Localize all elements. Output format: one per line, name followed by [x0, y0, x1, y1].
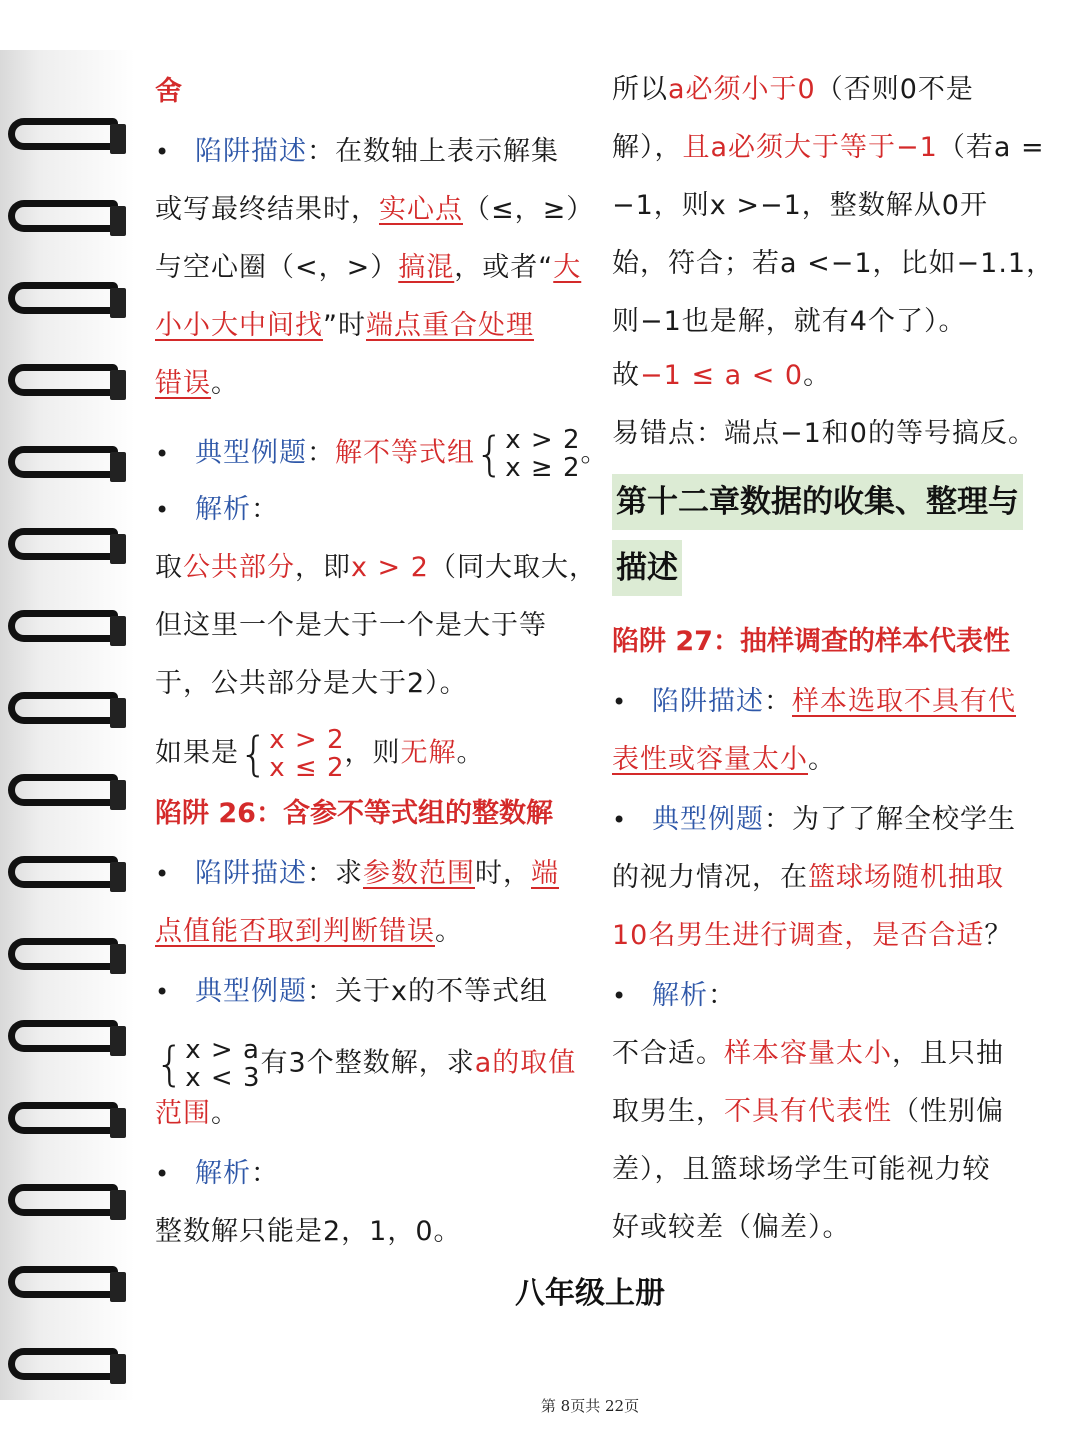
trap-26-heading: 陷阱 26：含参不等式组的整数解: [155, 798, 553, 829]
text-line: 则−1也是解，就有4个了）。: [612, 306, 967, 337]
trap-description-line: • 陷阱描述：样本选取不具有代: [612, 686, 1016, 717]
text-line: 取公共部分，即x > 2（同大取大，: [155, 552, 597, 583]
page-number: 第 8页共 22页: [540, 1397, 640, 1415]
text-line: 于，公共部分是大于2）。: [155, 668, 468, 699]
text-line: 或写最终结果时，实心点（≤，≥）: [155, 194, 595, 225]
chapter-heading: 描述: [612, 540, 682, 596]
inequality-system: { x > 2 x ≥ 2: [475, 425, 581, 483]
text-line: 但这里一个是大于一个是大于等: [155, 610, 547, 641]
text-line: 点值能否取到判断错误。: [155, 916, 463, 947]
text-line: 整数解只能是2，1，0。: [155, 1216, 462, 1247]
trap-description-line: • 陷阱描述：求参数范围时，端: [155, 858, 559, 889]
binding-ring-icon: [8, 364, 126, 408]
text-line: 的视力情况，在篮球场随机抽取: [612, 862, 1004, 893]
binding-ring-icon: [8, 856, 126, 900]
text-line: 取男生，不具有代表性（性别偏: [612, 1096, 1004, 1127]
binding-ring-icon: [8, 528, 126, 572]
inequality-system: { x > a x < 3: [155, 1035, 261, 1093]
binding-ring-icon: [8, 692, 126, 736]
binding-ring-icon: [8, 200, 126, 244]
binding-ring-icon: [8, 282, 126, 326]
inequality-system: { x > 2 x ≤ 2: [239, 725, 345, 783]
analysis-line: • 解析：: [612, 980, 736, 1011]
text-line: 错误。: [155, 368, 239, 399]
text-line: 所以a必须小于0（否则0不是: [612, 74, 974, 105]
text-line: 易错点：端点−1和0的等号搞反。: [612, 418, 1036, 449]
analysis-line: • 解析：: [155, 494, 279, 525]
text-line: 表性或容量太小。: [612, 744, 836, 775]
text-line: 范围。: [155, 1098, 239, 1129]
analysis-line: • 解析：: [155, 1158, 279, 1189]
text-line: 好或较差（偏差）。: [612, 1212, 851, 1243]
text-line: 始，符合；若a <−1，比如−1.1，: [612, 248, 1055, 279]
text-line: −1，则x >−1，整数解从0开: [612, 190, 988, 221]
example-line: • 典型例题：关于x的不等式组: [155, 976, 548, 1007]
binding-ring-icon: [8, 938, 126, 982]
binding-ring-icon: [8, 610, 126, 654]
binding-ring-icon: [8, 1348, 126, 1392]
example-line: • 典型例题：解不等式组{ x > 2 x ≥ 2 。: [155, 425, 609, 483]
chapter-heading: 第十二章数据的收集、整理与: [612, 474, 1023, 530]
binding-ring-icon: [8, 1184, 126, 1228]
text-line: 故−1 ≤ a < 0。: [612, 360, 832, 391]
binding-ring-icon: [8, 446, 126, 490]
text-line: 如果是{ x > 2 x ≤ 2 ，则无解。: [155, 725, 485, 783]
spiral-binding: [0, 50, 135, 1400]
trap-27-heading: 陷阱 27：抽样调查的样本代表性: [612, 626, 1010, 657]
text-line: 小小大中间找”时端点重合处理: [155, 310, 534, 341]
text-line: 不合适。样本容量太小，且只抽: [612, 1038, 1004, 1069]
text-line: { x > a x < 3 有3个整数解，求a的取值: [155, 1035, 577, 1093]
example-line: • 典型例题：为了了解全校学生: [612, 804, 1016, 835]
text-line: 10名男生进行调查，是否合适？: [612, 920, 1013, 951]
text-line: 解），且a必须大于等于−1（若a =: [612, 132, 1045, 163]
grade-title: 八年级上册: [515, 1276, 665, 1311]
binding-ring-icon: [8, 1102, 126, 1146]
text-line: 与空心圈（<，>）搞混，或者“大: [155, 252, 582, 283]
continued-heading: 舍: [155, 76, 182, 107]
binding-ring-icon: [8, 774, 126, 818]
binding-ring-icon: [8, 118, 126, 162]
binding-ring-icon: [8, 1020, 126, 1064]
text-line: 差），且篮球场学生可能视力较: [612, 1154, 991, 1185]
trap-description-line: • 陷阱描述：在数轴上表示解集: [155, 136, 559, 167]
